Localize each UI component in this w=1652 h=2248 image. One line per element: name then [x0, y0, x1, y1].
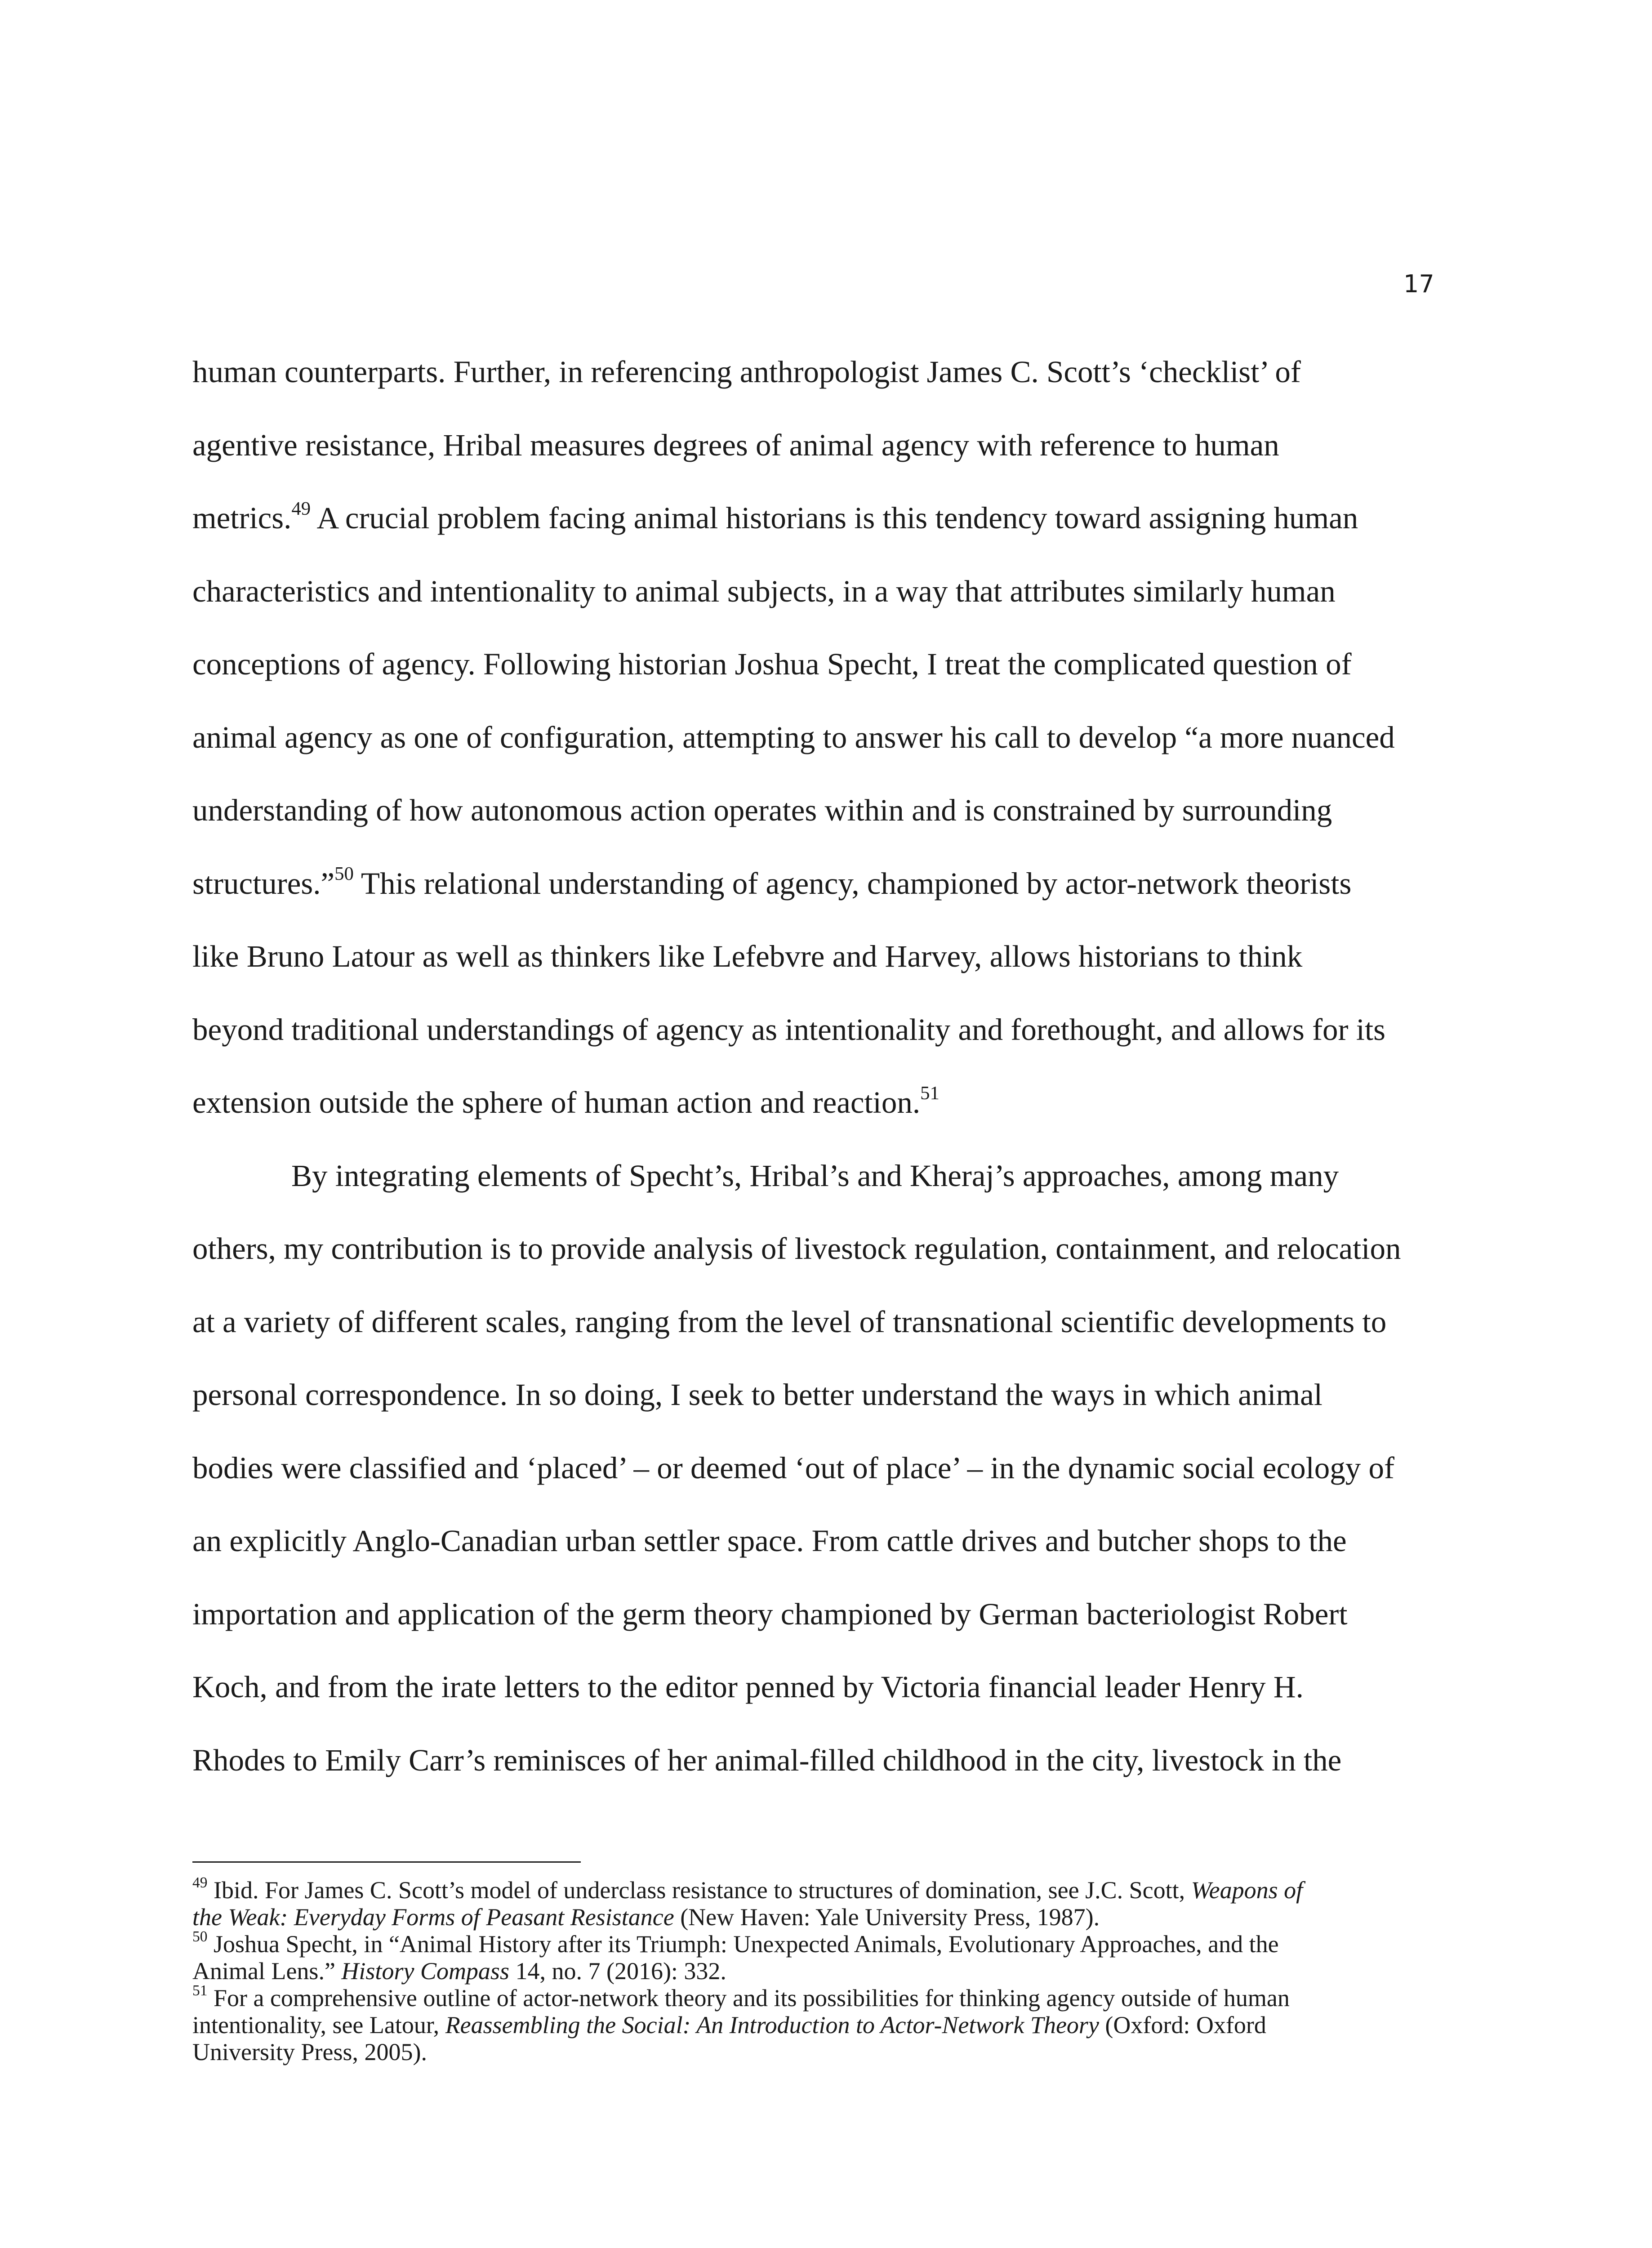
footnote-ref-50[interactable]: 50 [334, 863, 354, 885]
body-line: characteristics and intentionality to animal subjects, in a way that attributes similarly human [192, 574, 1336, 608]
body-line [192, 498, 1451, 576]
body-line-text: metrics. [192, 501, 292, 535]
footnote-number-50: 50 [192, 1928, 208, 1945]
footnote-text: Ibid. For James C. Scott’s model of underclass resistance to structures of domination, see J.C. Scott, [207, 1877, 1191, 1904]
body-line: at a variety of different scales, ranging from the level of transnational scientific developments to [192, 1304, 1387, 1339]
footnote-text: (New Haven: Yale University Press, 1987). [674, 1904, 1100, 1931]
body-line: bodies were classified and ‘placed’ – or deemed ‘out of place’ – in the dynamic social ecology of [192, 1450, 1394, 1485]
body-line: agentive resistance, Hribal measures degrees of animal agency with reference to human [192, 428, 1279, 462]
footnote-text: Joshua Specht, in “Animal History after its Triumph: Unexpected Animals, Evolutionary Approaches, and the [207, 1931, 1279, 1958]
body-line: Rhodes to Emily Carr’s reminisces of her animal-filled childhood in the city, livestock in the [192, 1743, 1342, 1777]
footnote-text: (Oxford: Oxford [1099, 2012, 1266, 2038]
body-line: others, my contribution is to provide analysis of livestock regulation, containment, and relocation [192, 1231, 1401, 1266]
body-line: human counterparts. Further, in referencing anthropologist James C. Scott’s ‘checklist’ of [192, 355, 1301, 389]
body-line-text: By integrating elements of Specht’s, Hribal’s and Kheraj’s approaches, among many [291, 1158, 1339, 1193]
footnote-title: Weapons of [1191, 1877, 1303, 1904]
body-line: conceptions of agency. Following historian Joshua Specht, I treat the complicated question of [192, 647, 1352, 681]
footnote-49-line [192, 1904, 1456, 1931]
footnote-51-line: University Press, 2005). [192, 2038, 427, 2065]
body-line: like Bruno Latour as well as thinkers like Lefebvre and Harvey, allows historians to think [192, 939, 1303, 973]
footnote-title: Reassembling the Social: An Introduction to Actor-Network Theory [445, 2012, 1099, 2038]
footnote-number-51: 51 [192, 1982, 208, 1999]
footnote-text: 14, no. 7 (2016): 332. [509, 1958, 726, 1985]
footnote-text: For a comprehensive outline of actor-network theory and its possibilities for thinking agency outside of human [207, 1985, 1290, 2012]
footnote-text: Animal Lens.” [192, 1958, 342, 1985]
body-line-text: structures.” [192, 866, 335, 901]
body-line: animal agency as one of configuration, attempting to answer his call to develop “a more nuanced [192, 720, 1395, 754]
body-line: beyond traditional understandings of agency as intentionality and forethought, and allows for its [192, 1012, 1385, 1047]
body-text [192, 357, 1451, 1818]
body-line-text: extension outside the sphere of human action and reaction. [192, 1085, 921, 1120]
footnote-text: intentionality, see Latour, [192, 2012, 445, 2038]
body-line-text: A crucial problem facing animal historians is this tendency toward assigning human [311, 501, 1358, 535]
body-line [192, 1160, 1451, 1234]
footnote-51-line [192, 2012, 1456, 2038]
body-line [192, 863, 1451, 941]
footnote-ref-49[interactable]: 49 [291, 498, 311, 519]
footnote-number-49: 49 [192, 1874, 208, 1891]
page-number: 17 [1403, 270, 1434, 298]
body-line: personal correspondence. In so doing, I seek to better understand the ways in which animal [192, 1378, 1322, 1412]
footnote-51-line [192, 1982, 1456, 2012]
body-line: understanding of how autonomous action operates within and is constrained by surrounding [192, 793, 1332, 827]
footnote-50-line [192, 1928, 1456, 1958]
footnote-title: the Weak: Everyday Forms of Peasant Resistance [192, 1904, 674, 1931]
body-line: importation and application of the germ theory championed by German bacteriologist Robert [192, 1597, 1348, 1631]
body-line: Koch, and from the irate letters to the editor penned by Victoria financial leader Henry H. [192, 1670, 1304, 1704]
footnote-separator [192, 1861, 581, 1863]
footnote-ref-51[interactable]: 51 [920, 1082, 940, 1104]
footnotes [192, 1874, 1456, 2065]
footnote-49-line [192, 1874, 1456, 1904]
footnote-title: History Compass [341, 1958, 509, 1985]
body-line [192, 1082, 1451, 1160]
footnote-50-line [192, 1958, 1456, 1985]
body-line: an explicitly Anglo-Canadian urban settler space. From cattle drives and butcher shops to the [192, 1524, 1347, 1558]
body-line-text: This relational understanding of agency, championed by actor-network theorists [353, 866, 1352, 901]
